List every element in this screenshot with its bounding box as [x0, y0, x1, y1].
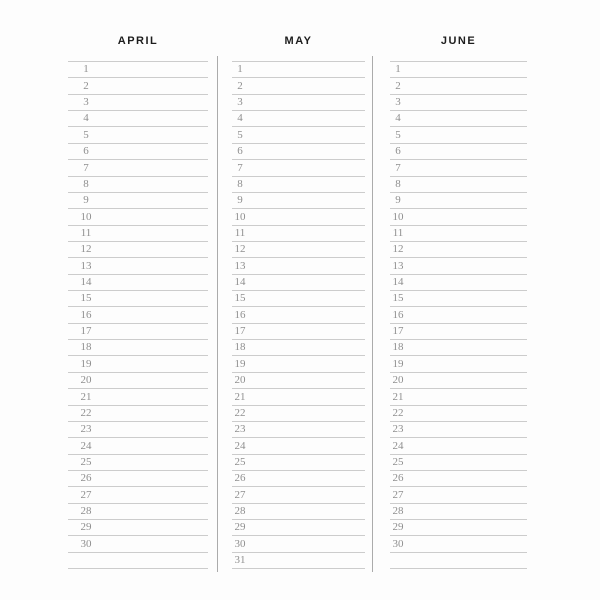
day-row	[68, 438, 208, 454]
day-row	[232, 275, 365, 291]
day-row	[68, 520, 208, 536]
day-row	[68, 78, 208, 94]
day-number: 9	[395, 194, 401, 207]
day-number: 18	[80, 341, 92, 354]
day-number: 31	[234, 554, 246, 567]
month-column-april	[68, 34, 208, 569]
day-row	[232, 324, 365, 340]
day-row	[232, 62, 365, 78]
day-row	[232, 95, 365, 111]
day-row	[68, 389, 208, 405]
day-number: 4	[83, 112, 89, 125]
day-number: 10	[234, 210, 246, 223]
day-number: 26	[234, 472, 246, 485]
day-number: 17	[80, 325, 92, 338]
day-row	[232, 307, 365, 323]
day-row	[390, 422, 527, 438]
day-number: 28	[234, 505, 246, 518]
day-row	[390, 62, 527, 78]
month-column-may	[232, 34, 365, 569]
day-row	[390, 242, 527, 258]
day-number: 17	[392, 325, 404, 338]
day-number: 10	[80, 210, 92, 223]
day-row	[68, 291, 208, 307]
day-row	[232, 193, 365, 209]
day-row	[68, 373, 208, 389]
day-row	[390, 95, 527, 111]
day-number: 11	[392, 226, 404, 239]
day-row	[68, 62, 208, 78]
day-row	[232, 389, 365, 405]
day-row	[68, 455, 208, 471]
day-row	[68, 340, 208, 356]
day-number: 12	[80, 243, 92, 256]
day-row	[68, 504, 208, 520]
day-row	[390, 471, 527, 487]
day-number: 24	[80, 439, 92, 452]
day-number: 4	[237, 112, 243, 125]
day-number: 3	[83, 96, 89, 109]
day-number: 2	[83, 79, 89, 92]
day-number: 28	[80, 505, 92, 518]
day-row	[390, 324, 527, 340]
day-row	[68, 242, 208, 258]
day-row	[232, 111, 365, 127]
day-row	[390, 340, 527, 356]
day-number: 15	[80, 292, 92, 305]
day-row	[232, 356, 365, 372]
day-row	[390, 291, 527, 307]
day-row	[68, 356, 208, 372]
day-row	[390, 307, 527, 323]
day-number: 1	[83, 63, 89, 76]
day-number: 19	[80, 357, 92, 370]
day-number: 8	[83, 177, 89, 190]
day-row	[68, 177, 208, 193]
day-number: 15	[392, 292, 404, 305]
day-row	[390, 487, 527, 503]
month-column-june	[390, 34, 527, 569]
day-row	[390, 356, 527, 372]
day-row	[232, 258, 365, 274]
day-row	[390, 406, 527, 422]
day-number: 17	[234, 325, 246, 338]
day-number: 9	[237, 194, 243, 207]
day-row	[232, 291, 365, 307]
day-number: 13	[234, 259, 246, 272]
day-number: 27	[392, 488, 404, 501]
day-row	[232, 520, 365, 536]
day-number: 12	[234, 243, 246, 256]
blank-row	[68, 553, 208, 569]
day-number: 9	[83, 194, 89, 207]
day-row	[232, 177, 365, 193]
day-number: 26	[80, 472, 92, 485]
day-row	[390, 209, 527, 225]
day-row	[390, 160, 527, 176]
day-number: 21	[392, 390, 404, 403]
day-row	[390, 258, 527, 274]
day-number: 25	[80, 455, 92, 468]
day-row	[232, 438, 365, 454]
month-header: APRIL	[117, 35, 159, 47]
day-number: 21	[80, 390, 92, 403]
day-row	[232, 487, 365, 503]
day-row	[68, 144, 208, 160]
day-row	[232, 340, 365, 356]
day-row	[68, 95, 208, 111]
day-number: 7	[83, 161, 89, 174]
day-number: 30	[392, 537, 404, 550]
month-header: JUNE	[440, 35, 477, 47]
day-number: 16	[234, 308, 246, 321]
blank-day-number	[390, 566, 406, 568]
day-row	[232, 373, 365, 389]
day-row	[232, 406, 365, 422]
day-list	[68, 61, 208, 569]
day-number: 13	[80, 259, 92, 272]
day-number: 5	[83, 128, 89, 141]
column-divider-right	[372, 56, 373, 572]
day-number: 16	[392, 308, 404, 321]
day-row	[390, 144, 527, 160]
day-number: 4	[395, 112, 401, 125]
day-row	[68, 275, 208, 291]
month-header: MAY	[284, 35, 313, 47]
day-row	[232, 455, 365, 471]
day-row	[390, 455, 527, 471]
column-divider-left	[217, 56, 218, 572]
day-row	[68, 258, 208, 274]
day-number: 3	[237, 96, 243, 109]
day-number: 23	[234, 423, 246, 436]
day-row	[390, 373, 527, 389]
day-number: 23	[392, 423, 404, 436]
day-row	[68, 160, 208, 176]
day-row	[68, 193, 208, 209]
day-number: 7	[395, 161, 401, 174]
day-number: 14	[392, 276, 404, 289]
day-list	[390, 61, 527, 569]
day-row	[390, 275, 527, 291]
day-row	[68, 307, 208, 323]
day-number: 25	[234, 455, 246, 468]
day-number: 2	[395, 79, 401, 92]
day-number: 7	[237, 161, 243, 174]
day-number: 3	[395, 96, 401, 109]
day-number: 29	[80, 521, 92, 534]
day-row	[390, 78, 527, 94]
day-number: 14	[80, 276, 92, 289]
day-number: 30	[234, 537, 246, 550]
day-number: 5	[237, 128, 243, 141]
day-number: 22	[392, 406, 404, 419]
day-row	[68, 324, 208, 340]
day-number: 1	[395, 63, 401, 76]
day-number: 20	[392, 374, 404, 387]
day-row	[390, 536, 527, 552]
day-row	[232, 422, 365, 438]
day-row	[68, 487, 208, 503]
day-number: 1	[237, 63, 243, 76]
day-number: 13	[392, 259, 404, 272]
day-row	[232, 471, 365, 487]
day-row	[232, 242, 365, 258]
day-list	[232, 61, 365, 569]
day-number: 24	[392, 439, 404, 452]
day-number: 21	[234, 390, 246, 403]
day-row	[390, 193, 527, 209]
day-number: 27	[234, 488, 246, 501]
day-number: 27	[80, 488, 92, 501]
day-row	[232, 553, 365, 569]
day-row	[68, 226, 208, 242]
day-number: 19	[392, 357, 404, 370]
day-number: 12	[392, 243, 404, 256]
day-number: 8	[395, 177, 401, 190]
day-number: 6	[237, 145, 243, 158]
day-number: 25	[392, 455, 404, 468]
day-row	[232, 127, 365, 143]
day-number: 11	[80, 226, 92, 239]
day-row	[68, 471, 208, 487]
blank-row	[390, 553, 527, 569]
blank-day-number	[78, 566, 94, 568]
day-row	[68, 422, 208, 438]
day-row	[390, 520, 527, 536]
day-number: 19	[234, 357, 246, 370]
day-number: 16	[80, 308, 92, 321]
day-row	[68, 406, 208, 422]
day-number: 24	[234, 439, 246, 452]
day-number: 14	[234, 276, 246, 289]
day-row	[68, 536, 208, 552]
day-number: 10	[392, 210, 404, 223]
day-number: 6	[83, 145, 89, 158]
day-number: 26	[392, 472, 404, 485]
day-row	[390, 504, 527, 520]
day-number: 5	[395, 128, 401, 141]
day-number: 23	[80, 423, 92, 436]
day-row	[390, 177, 527, 193]
day-number: 15	[234, 292, 246, 305]
day-number: 8	[237, 177, 243, 190]
day-row	[68, 111, 208, 127]
day-row	[390, 111, 527, 127]
day-row	[68, 127, 208, 143]
day-row	[390, 438, 527, 454]
day-row	[232, 144, 365, 160]
day-row	[232, 536, 365, 552]
day-number: 22	[80, 406, 92, 419]
day-number: 28	[392, 505, 404, 518]
day-number: 11	[234, 226, 246, 239]
day-number: 2	[237, 79, 243, 92]
day-row	[390, 226, 527, 242]
day-row	[232, 209, 365, 225]
day-number: 22	[234, 406, 246, 419]
day-number: 20	[234, 374, 246, 387]
day-number: 30	[80, 537, 92, 550]
day-number: 6	[395, 145, 401, 158]
day-number: 20	[80, 374, 92, 387]
day-row	[232, 226, 365, 242]
day-row	[232, 504, 365, 520]
day-number: 18	[234, 341, 246, 354]
day-row	[390, 389, 527, 405]
day-row	[390, 127, 527, 143]
day-row	[68, 209, 208, 225]
day-number: 29	[234, 521, 246, 534]
day-row	[232, 160, 365, 176]
day-number: 29	[392, 521, 404, 534]
day-row	[232, 78, 365, 94]
day-number: 18	[392, 341, 404, 354]
